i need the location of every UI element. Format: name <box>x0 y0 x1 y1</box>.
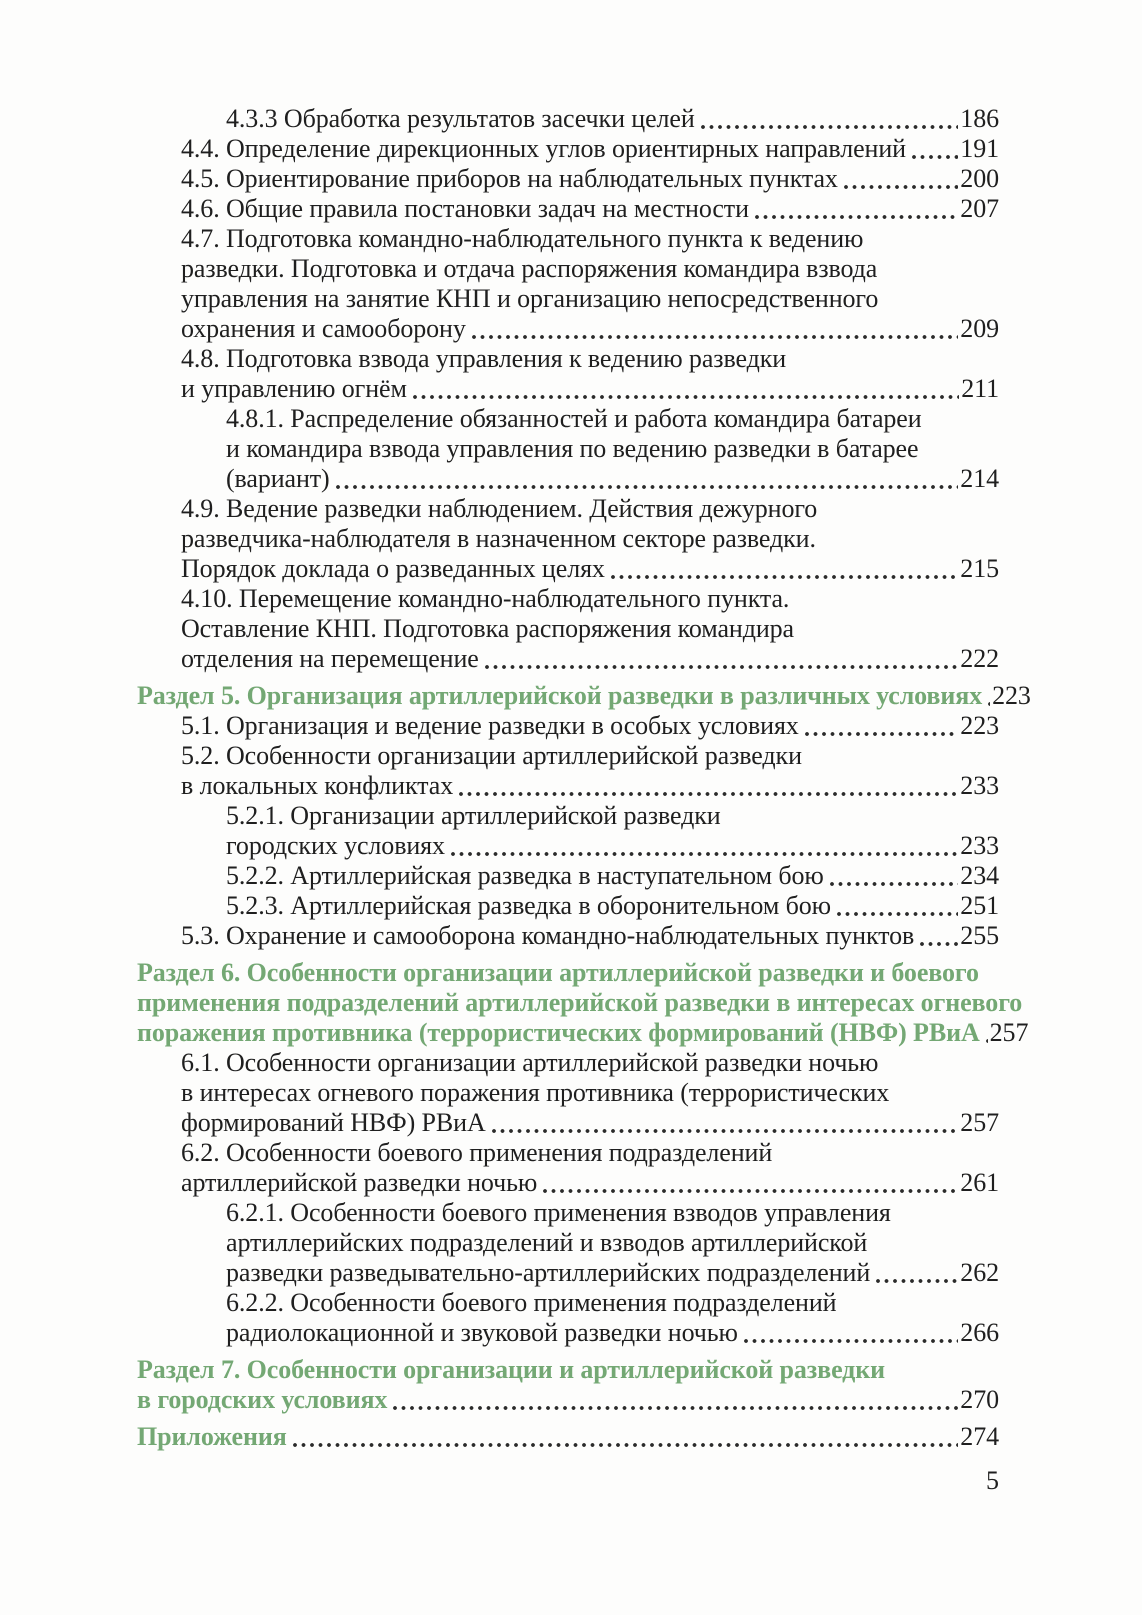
toc-entry-text: и управлению огнём <box>181 374 407 403</box>
dot-leader <box>291 1422 959 1452</box>
toc-entry-text: 4.10. Перемещение командно-наблюдательного пункта. <box>181 584 790 613</box>
toc-line <box>137 988 1023 1018</box>
toc-line <box>181 644 999 674</box>
toc-line <box>226 404 999 434</box>
dot-leader <box>986 681 990 711</box>
toc-entry <box>137 344 999 404</box>
toc-page-number: 270 <box>960 1385 999 1414</box>
dot-leader <box>470 314 959 344</box>
toc-line <box>181 524 999 554</box>
toc-line <box>137 681 1031 711</box>
toc-line <box>226 434 999 464</box>
toc-entry-text: 4.5. Ориентирование приборов на наблюдательных пунктах <box>181 164 838 193</box>
toc-entry <box>137 1198 999 1288</box>
dot-leader <box>391 1385 958 1415</box>
toc-page-number: 255 <box>960 921 999 950</box>
toc-page-number: 207 <box>960 194 999 223</box>
toc-page-number: 191 <box>960 134 999 163</box>
dot-leader <box>457 771 958 801</box>
toc-page-number: 223 <box>992 681 1031 710</box>
toc-page-number: 261 <box>960 1168 999 1197</box>
toc-section-entry <box>137 1355 999 1415</box>
toc-entry-text: разведчика-наблюдателя в назначенном секторе разведки. <box>181 524 816 553</box>
toc-line <box>181 314 999 344</box>
toc-entry <box>137 134 999 164</box>
toc-entry-text: 4.9. Ведение разведки наблюдением. Действия дежурного <box>181 494 818 523</box>
toc-line <box>181 741 999 771</box>
toc-entry-text: разведки. Подготовка и отдача распоряжения командира взвода <box>181 254 878 283</box>
dot-leader <box>753 194 958 224</box>
toc-line <box>181 1108 999 1138</box>
toc-entry-text: 4.4. Определение дирекционных углов ориентирных направлений <box>181 134 906 163</box>
toc-line <box>181 344 999 374</box>
toc-entry-text: 4.3.3 Обработка результатов засечки целей <box>226 104 695 133</box>
toc-line <box>137 1422 999 1452</box>
toc-entry-text: Раздел 6. Особенности организации артиллерийской разведки и боевого <box>137 958 979 987</box>
toc-line <box>226 861 999 891</box>
dot-leader <box>490 1108 959 1138</box>
toc-entry-text: 5.3. Охранение и самооборона командно-наблюдательных пунктов <box>181 921 915 950</box>
toc-line <box>181 771 999 801</box>
toc-line <box>226 891 999 921</box>
toc-entry-text: охранения и самооборону <box>181 314 466 343</box>
toc-line <box>226 1288 999 1318</box>
toc-entry-text: в интересах огневого поражения противника (террористических <box>181 1078 890 1107</box>
toc-entry <box>137 861 999 891</box>
toc-entry-text: радиолокационной и звуковой разведки ночью <box>226 1318 738 1347</box>
toc-entry <box>137 1048 999 1138</box>
toc-line <box>181 1078 999 1108</box>
toc-line <box>226 104 999 134</box>
toc-line <box>226 1228 999 1258</box>
toc-entry-text: Порядок доклада о разведанных целях <box>181 554 605 583</box>
toc-entry <box>137 921 999 951</box>
dot-leader <box>449 831 958 861</box>
toc-entry-text: артиллерийской разведки ночью <box>181 1168 538 1197</box>
toc-entry-text: артиллерийских подразделений и взводов артиллерийской <box>226 1228 868 1257</box>
toc-entry <box>137 891 999 921</box>
toc-page-number: 200 <box>960 164 999 193</box>
toc-section-entry <box>137 1422 999 1452</box>
toc-entry-text: Оставление КНП. Подготовка распоряжения командира <box>181 614 794 643</box>
toc-entry-text: применения подразделений артиллерийской разведки в интересах огневого <box>137 988 1023 1017</box>
toc-line <box>181 224 999 254</box>
toc-entry <box>137 1288 999 1348</box>
toc-entry <box>137 1138 999 1198</box>
toc-entry <box>137 494 999 584</box>
dot-leader <box>918 921 958 951</box>
dot-leader <box>828 861 959 891</box>
toc-entry-text: 5.2.1. Организации артиллерийской разведки <box>226 801 721 830</box>
toc-page-number: 223 <box>960 711 999 740</box>
toc-entry <box>137 741 999 801</box>
toc-entry <box>137 711 999 741</box>
toc-line <box>181 1048 999 1078</box>
toc-entry-text: 4.7. Подготовка командно-наблюдательного пункта к ведению <box>181 224 864 253</box>
toc-line <box>137 1018 1029 1048</box>
toc-page-number: 233 <box>960 771 999 800</box>
toc-entry <box>137 584 999 674</box>
table-of-contents <box>137 104 1031 1452</box>
dot-leader <box>910 134 958 164</box>
toc-page-number: 266 <box>960 1318 999 1347</box>
dot-leader <box>874 1258 958 1288</box>
toc-entry-text: (вариант) <box>226 464 330 493</box>
toc-line <box>226 801 999 831</box>
toc-line <box>181 494 999 524</box>
toc-page-number: 234 <box>960 861 999 890</box>
toc-line <box>137 1355 999 1385</box>
toc-page-number: 257 <box>989 1018 1029 1047</box>
toc-entry <box>137 164 999 194</box>
toc-entry-text: разведки разведывательно-артиллерийских подразделений <box>226 1258 871 1287</box>
toc-entry-text: формирований НВФ) РВиА <box>181 1108 486 1137</box>
toc-entry-text: 4.8.1. Распределение обязанностей и работа командира батареи <box>226 404 922 433</box>
toc-entry-text: в локальных конфликтах <box>181 771 454 800</box>
toc-entry-text: 6.1. Особенности организации артиллерийской разведки ночью <box>181 1048 879 1077</box>
toc-section-entry <box>137 681 1031 711</box>
toc-page-number: 233 <box>960 831 999 860</box>
toc-line <box>226 1198 999 1228</box>
toc-page-number: 214 <box>960 464 999 493</box>
toc-page-number: 209 <box>960 314 999 343</box>
toc-page-number: 211 <box>961 374 999 403</box>
toc-page-number: 215 <box>960 554 999 583</box>
dot-leader <box>835 891 958 921</box>
toc-entry-text: 5.2.2. Артиллерийская разведка в наступательном бою <box>226 861 824 890</box>
toc-line <box>226 1318 999 1348</box>
toc-entry <box>137 194 999 224</box>
toc-entry-text: Раздел 5. Организация артиллерийской разведки в различных условиях <box>137 681 983 710</box>
toc-entry-text: 6.2.2. Особенности боевого применения подразделений <box>226 1288 837 1317</box>
toc-entry-text: 6.2. Особенности боевого применения подразделений <box>181 1138 773 1167</box>
toc-line <box>226 464 999 494</box>
toc-line <box>226 1258 999 1288</box>
toc-page-number: 222 <box>960 644 999 673</box>
toc-entry-text: управления на занятие КНП и организацию непосредственного <box>181 284 879 313</box>
toc-entry-text: Раздел 7. Особенности организации и артиллерийской разведки <box>137 1355 885 1384</box>
toc-line <box>181 711 999 741</box>
toc-line <box>181 374 999 404</box>
toc-line <box>181 1138 999 1168</box>
dot-leader <box>334 464 959 494</box>
dot-leader <box>483 644 959 674</box>
toc-line <box>181 134 999 164</box>
toc-entry-text: 6.2.1. Особенности боевого применения взводов управления <box>226 1198 891 1227</box>
toc-line <box>137 1385 999 1415</box>
toc-line <box>181 584 999 614</box>
toc-entry-text: отделения на перемещение <box>181 644 479 673</box>
toc-line <box>181 921 999 951</box>
dot-leader <box>803 711 959 741</box>
toc-entry <box>137 224 999 344</box>
toc-page-number: 257 <box>960 1108 999 1137</box>
toc-section-entry <box>137 958 1029 1048</box>
dot-leader <box>541 1168 958 1198</box>
toc-entry-text: 4.8. Подготовка взвода управления к ведению разведки <box>181 344 787 373</box>
toc-line <box>181 164 999 194</box>
toc-line <box>181 554 999 584</box>
toc-line <box>181 614 999 644</box>
toc-entry-text: 5.1. Организация и ведение разведки в особых условиях <box>181 711 799 740</box>
dot-leader <box>984 1018 988 1048</box>
dot-leader <box>742 1318 958 1348</box>
toc-entry-text: в городских условиях <box>137 1385 388 1414</box>
toc-entry-text: 4.6. Общие правила постановки задач на местности <box>181 194 749 223</box>
toc-entry-text: поражения противника (террористических формирований (НВФ) РВиА <box>137 1018 980 1047</box>
dot-leader <box>411 374 959 404</box>
toc-entry-text: 5.2. Особенности организации артиллерийской разведки <box>181 741 802 770</box>
toc-page-number: 186 <box>960 104 999 133</box>
toc-line <box>181 194 999 224</box>
toc-entry-text: 5.2.3. Артиллерийская разведка в оборонительном бою <box>226 891 831 920</box>
toc-line <box>181 254 999 284</box>
toc-entry <box>137 404 999 494</box>
toc-entry-text: городских условиях <box>226 831 445 860</box>
dot-leader <box>699 104 959 134</box>
toc-entry <box>137 104 999 134</box>
toc-line <box>181 1168 999 1198</box>
toc-entry <box>137 801 999 861</box>
dot-leader <box>609 554 958 584</box>
toc-line <box>181 284 999 314</box>
toc-page-number: 274 <box>960 1422 999 1451</box>
toc-page-number: 262 <box>960 1258 999 1287</box>
toc-entry-text: и командира взвода управления по ведению разведки в батарее <box>226 434 919 463</box>
toc-entry-text: Приложения <box>137 1422 287 1451</box>
dot-leader <box>842 164 958 194</box>
toc-page-number: 251 <box>960 891 999 920</box>
toc-line <box>137 958 999 988</box>
toc-line <box>226 831 999 861</box>
footer-page-number: 5 <box>986 1466 999 1495</box>
